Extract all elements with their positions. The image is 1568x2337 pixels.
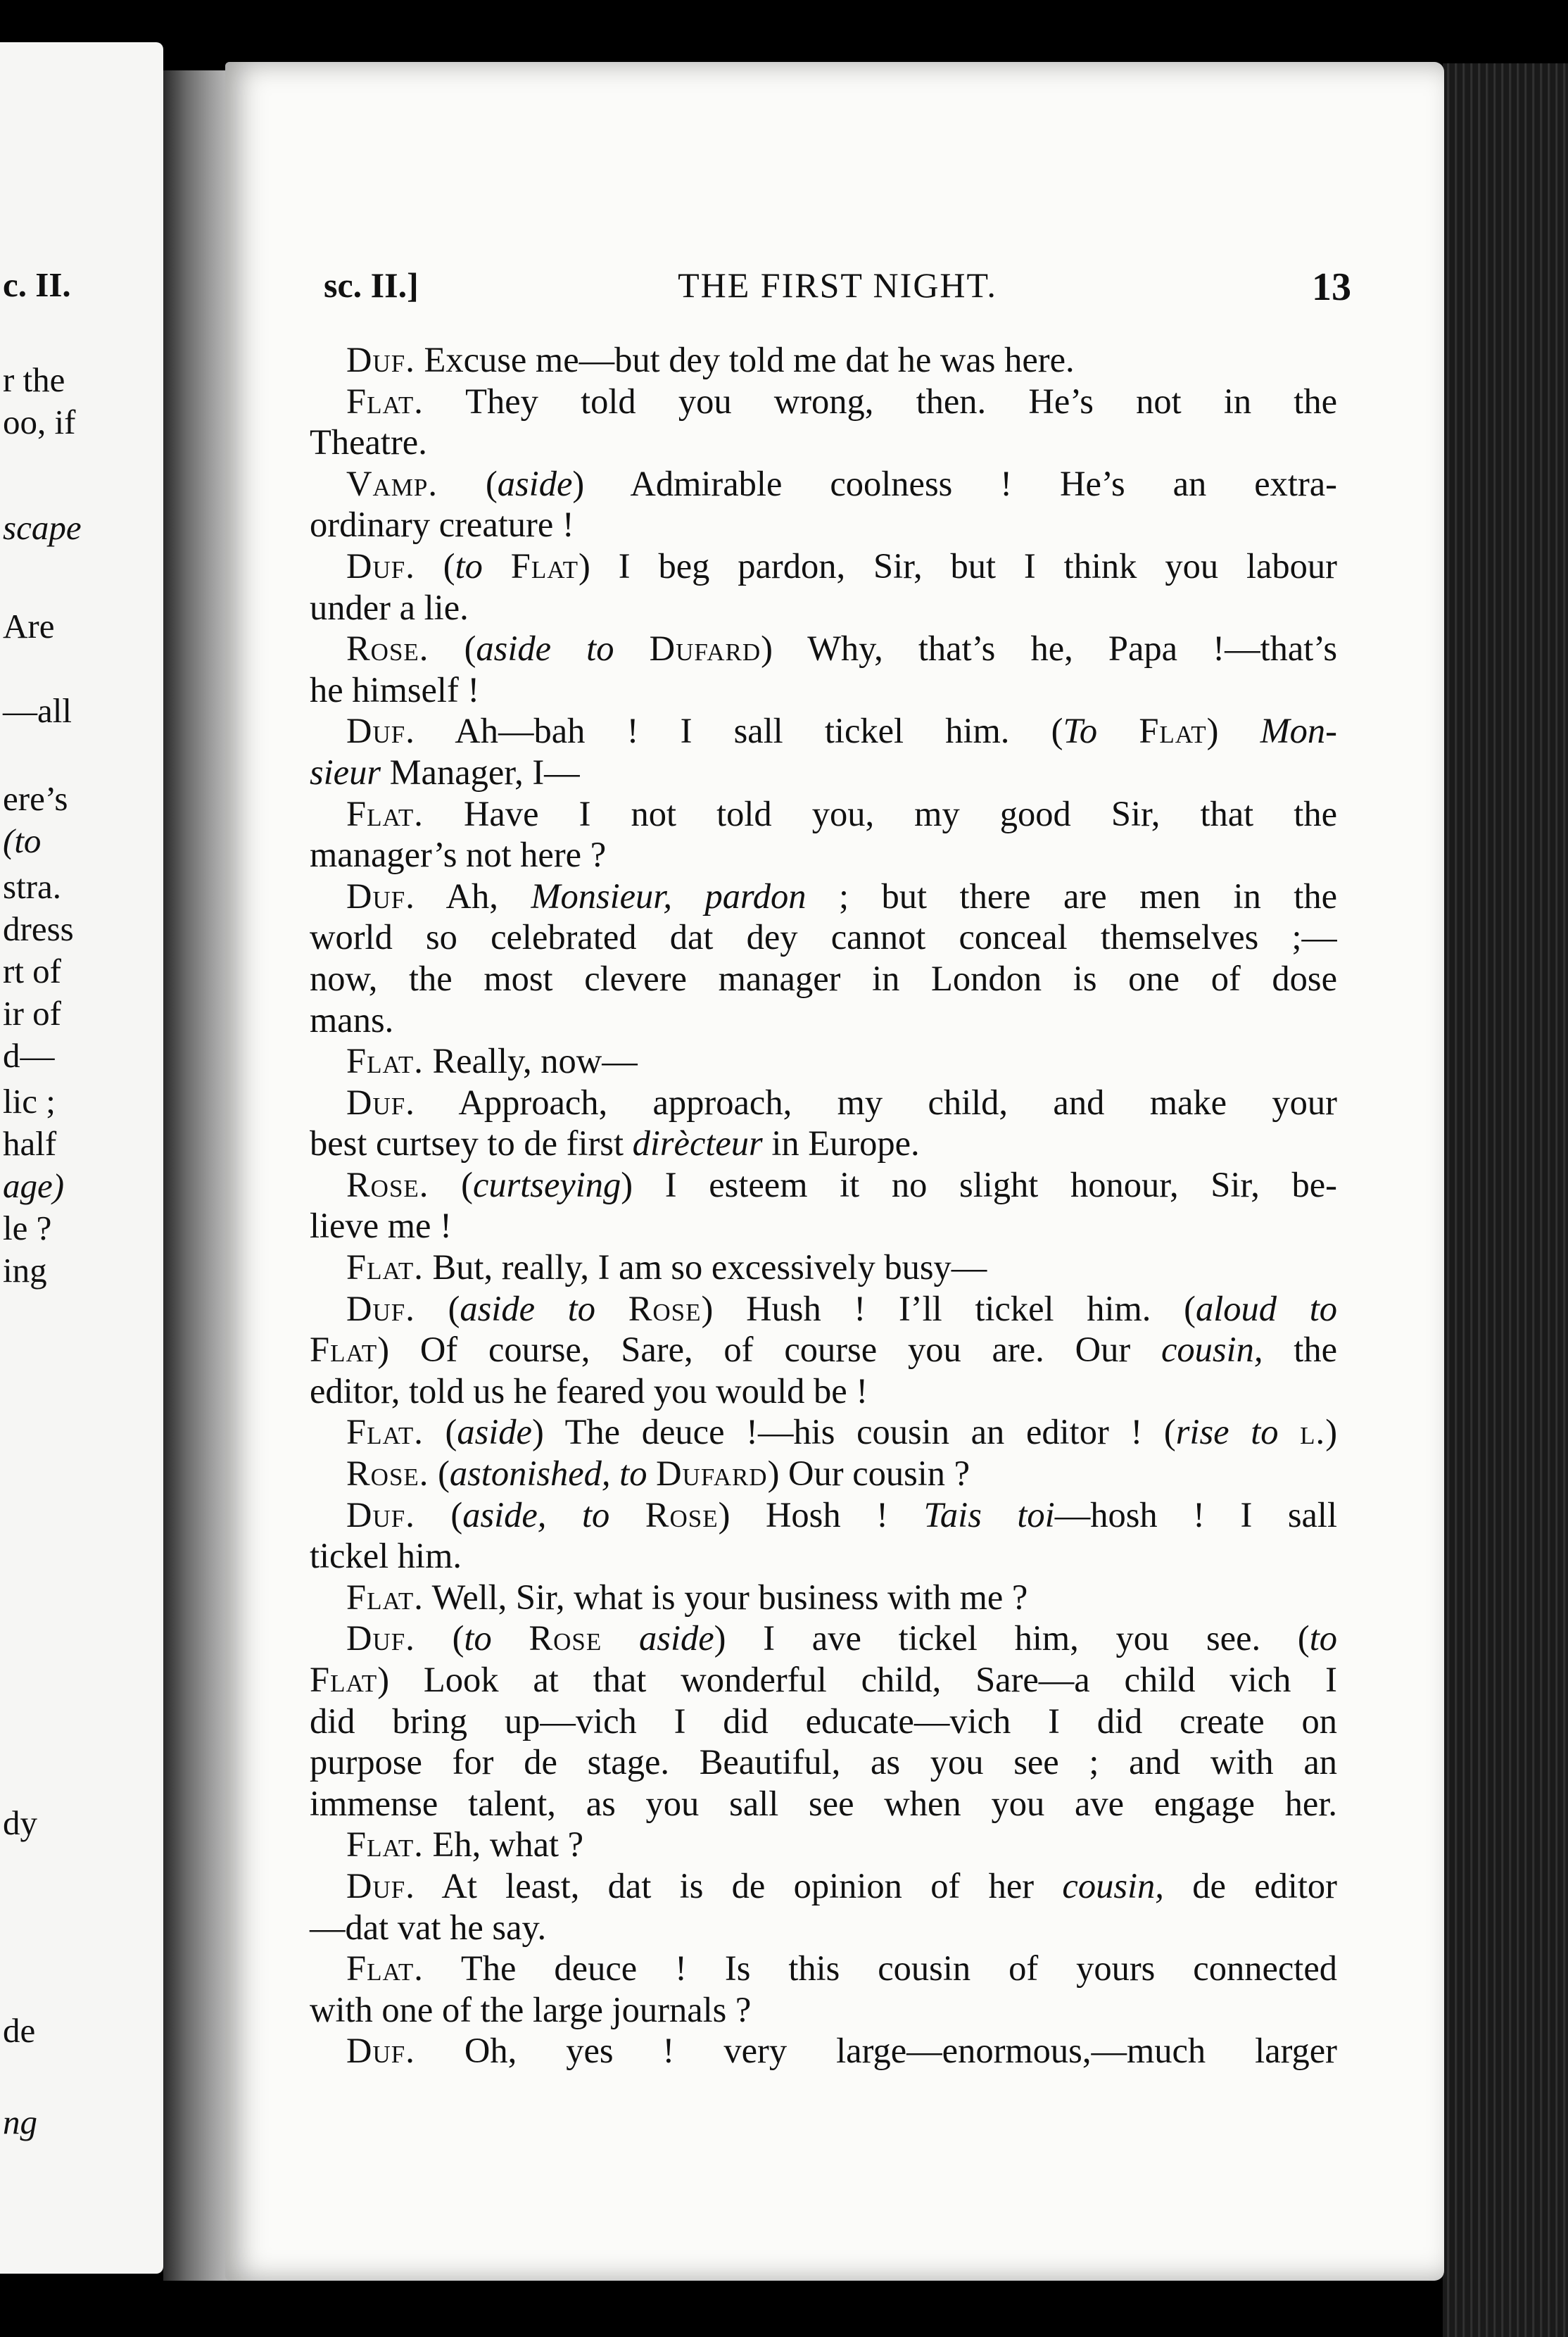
book-binding-edge [1443,63,1568,2337]
text-line: tickel him. [310,1536,462,1576]
text-line: mans. [310,1000,394,1040]
text-line: world so celebrated dat dey cannot conceal themselves ;— [310,917,1337,957]
text-line: Flat) Of course, Sare, of course you are. Our cousin, the [310,1330,1337,1370]
running-head [324,265,1351,314]
text-line: purpose for de stage. Beautiful, as you see ; and with an [310,1742,1337,1782]
text-line: Duf. Ah—bah ! I sall tickel him. (To Flat) Mon- [346,711,1337,751]
facing-page-fragment: rt of [3,952,61,990]
text-line: Flat. They told you wrong, then. He’s not in the [346,381,1337,421]
text-line: Flat. Eh, what ? [346,1825,584,1865]
text-line: editor, told us he feared you would be ! [310,1371,868,1411]
text-line: Duf. (aside, to Rose) Hosh ! Tais toi—hosh ! I sall [346,1494,1337,1535]
text-line: Flat. Really, now— [346,1041,638,1081]
facing-page-fragment: scape [3,508,82,547]
facing-page-fragment: lic ; [3,1082,56,1121]
facing-page-fragment: ir of [3,994,61,1033]
facing-page-fragment: age) [3,1166,65,1205]
facing-page-fragment: le ? [3,1209,52,1247]
text-line: ordinary creature ! [310,505,574,545]
text-line: now, the most clevere manager in London is one of dose [310,958,1337,998]
text-line: manager’s not here ? [310,835,607,875]
facing-page-fragment: dy [3,1803,37,1842]
facing-page-fragment: ere’s [3,779,68,818]
text-line: best curtsey to de first dirècteur in Europe. [310,1123,920,1164]
facing-page-fragment: half [3,1124,57,1163]
text-line: Flat. The deuce ! Is this cousin of yours connected [346,1948,1337,1989]
text-line: Vamp. (aside) Admirable coolness ! He’s an extra- [346,463,1337,503]
text-line: did bring up—vich I did educate—vich I did create on [310,1701,1337,1741]
text-line: Duf. (to Rose aside) I ave tickel him, you see. (to [346,1618,1337,1658]
text-line: Rose. (curtseying) I esteem it no slight honour, Sir, be- [346,1164,1337,1204]
text-line: Flat. Have I not told you, my good Sir, that the [346,793,1337,833]
text-line: Flat. But, really, I am so excessively busy— [346,1247,987,1287]
facing-page-fragment: Are [3,607,55,645]
scene-marker: sc. II.] [324,265,419,305]
left-facing-page [0,42,163,2274]
facing-page-fragment: dress [3,909,74,948]
text-line: under a lie. [310,587,469,627]
facing-page-fragment: stra. [3,867,61,906]
text-line: immense talent, as you sall see when you ave engage her. [310,1783,1337,1823]
text-line: sieur Manager, I— [310,752,580,792]
facing-page-fragment: —all [3,691,72,730]
text-line: Duf. At least, dat is de opinion of her cousin, de editor [346,1865,1337,1905]
facing-page-fragment: ing [3,1251,47,1290]
facing-page-fragment: r the [3,360,65,399]
text-line: Duf. Ah, Monsieur, pardon ; but there are men in the [346,876,1337,916]
text-line: Flat. Well, Sir, what is your business with me ? [346,1577,1028,1617]
text-line: Flat) Look at that wonderful child, Sare—a child vich I [310,1660,1337,1699]
text-line: Rose. (astonished, to Dufard) Our cousin ? [346,1454,970,1494]
text-line: Flat. (aside) The deuce !—his cousin an editor ! (rise to l.) [346,1412,1337,1452]
facing-page-fragment: c. II. [3,265,71,304]
text-line: lieve me ! [310,1206,452,1246]
facing-page-fragment: oo, if [3,403,76,441]
text-line: Duf. (to Flat) I beg pardon, Sir, but I think you labour [346,546,1337,586]
text-line: Duf. Excuse me—but dey told me dat he was here. [346,340,1075,379]
text-line: Duf. (aside to Rose) Hush ! I’ll tickel him. (aloud to [346,1288,1337,1328]
facing-page-fragment: d— [3,1036,55,1075]
running-title: THE FIRST NIGHT. [678,265,997,305]
text-line: Duf. Oh, yes ! very large—enormous,—much larger [346,2031,1337,2071]
book-page [225,62,1444,2281]
text-line: he himself ! [310,669,480,710]
facing-page-fragment: de [3,2011,36,2050]
dialogue-text [310,339,1337,2072]
facing-page-fragment: ng [3,2103,37,2141]
text-line: Rose. (aside to Dufard) Why, that’s he, Papa !—that’s [346,629,1337,669]
text-line: —dat vat he say. [310,1907,547,1947]
text-line: with one of the large journals ? [310,1989,752,2029]
facing-page-fragment: (to [3,821,42,860]
text-line: Duf. Approach, approach, my child, and make your [346,1082,1337,1122]
text-line: Theatre. [310,422,427,462]
page-number: 13 [1312,265,1351,309]
